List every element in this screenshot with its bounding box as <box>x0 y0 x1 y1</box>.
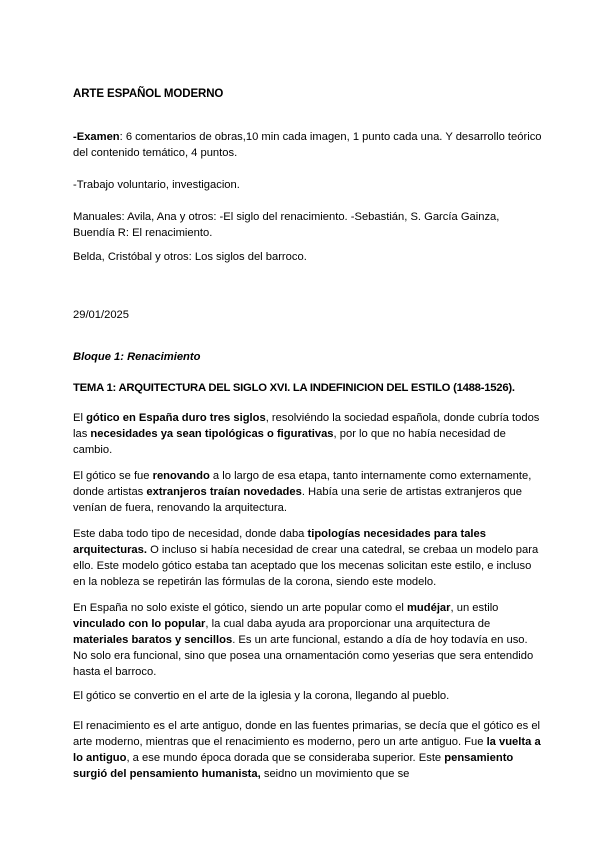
p3-bold-1: tipologías necesidades para tales arquitecturas. <box>73 528 486 556</box>
p6-text-1: El renacimiento es el arte antiguo, donde en las fuentes primarias, se decía que el gótico es el arte moderno, mientras que el renacimiento es moderno, pero un arte antiguo. Fue <box>73 720 541 748</box>
p2-bold-1: renovando <box>152 470 210 482</box>
exam-paragraph <box>73 129 543 161</box>
manuales-paragraph: Manuales: Avila, Ana y otros: -El siglo del renacimiento. -Sebastián, S. García Gainza, Buendía R: El renacimiento. <box>73 211 500 239</box>
p2-text-2: a lo largo de esa etapa, tanto internamente como externamente, donde artistas <box>73 470 532 498</box>
exam-text: : 6 comentarios de obras,10 min cada imagen, 1 punto cada una. Y desarrollo teórico del contenido temático, 4 puntos. <box>73 131 542 159</box>
p6-text-2: , a ese mundo época dorada que se consideraba superior. Este <box>126 752 445 764</box>
document-title: ARTE ESPAÑOL MODERNO <box>73 88 224 100</box>
p3-text-2: O incluso si había necesidad de crear una catedral, se crebaa un modelo para ello. Este modelo gótico estaba tan aceptado que los mecenas solicitan este estilo, e incluso en la nobleza se repetirán las fórmulas de la corona, siendo este modelo. <box>73 544 539 588</box>
p2-text-3: . Había una serie de artistas extranjeros que venían de fuera, renovando la arquitectura. <box>73 486 522 514</box>
p2-bold-2: extranjeros traían novedades <box>146 486 302 498</box>
p6-bold-2: pensamiento surgió del pensamiento humanista, <box>73 752 514 780</box>
p1-bold-1: gótico en España duro tres siglos <box>86 412 266 424</box>
paragraph-1 <box>73 410 543 458</box>
date-text: 29/01/2025 <box>73 309 129 321</box>
p4-text-4: . Es un arte funcional, estando a día de hoy todavía en uso. No solo era funcional, sino que posea una ornamentación como yeserias que sera entendido hasta el barroco. <box>73 634 534 678</box>
exam-label: -Examen <box>73 131 120 143</box>
p4-text-1: En España no solo existe el gótico, siendo un arte popular como el <box>73 602 407 614</box>
tema-heading: TEMA 1: ARQUITECTURA DEL SIGLO XVI. LA INDEFINICION DEL ESTILO (1488-1526). <box>73 382 515 394</box>
p4-bold-2: vinculado con lo popular <box>73 618 206 630</box>
p1-text-1: El <box>73 412 87 424</box>
belda-paragraph: Belda, Cristóbal y otros: Los siglos del barroco. <box>73 251 307 263</box>
p3-text-1: Este daba todo tipo de necesidad, donde daba <box>73 528 308 540</box>
paragraph-6 <box>73 718 543 782</box>
p4-text-3: , la cual daba ayuda ara proporcionar una arquitectura de <box>205 618 491 630</box>
p1-text-3: , por lo que no había necesidad de cambio. <box>73 428 506 456</box>
paragraph-3 <box>73 526 543 590</box>
p1-text-2: , resolviéndo la sociedad española, donde cubría todos las <box>73 412 540 440</box>
paragraph-4 <box>73 600 543 680</box>
paragraph-2 <box>73 468 543 516</box>
paragraph-5: El gótico se convertio en el arte de la iglesia y la corona, llegando al pueblo. <box>73 690 450 702</box>
p6-text-3: seidno un movimiento que se <box>260 768 410 780</box>
p2-text-1: El gótico se fue <box>73 470 153 482</box>
trabajo-paragraph: -Trabajo voluntario, investigacion. <box>73 179 240 191</box>
bloque-heading: Bloque 1: Renacimiento <box>73 351 201 363</box>
p4-bold-3: materiales baratos y sencillos <box>73 634 233 646</box>
p4-bold-1: mudéjar <box>406 602 451 614</box>
p6-bold-1: la vuelta a lo antiguo <box>73 736 541 764</box>
p1-bold-2: necesidades ya sean tipológicas o figurativas <box>90 428 334 440</box>
p4-text-2: , un estilo <box>450 602 499 614</box>
